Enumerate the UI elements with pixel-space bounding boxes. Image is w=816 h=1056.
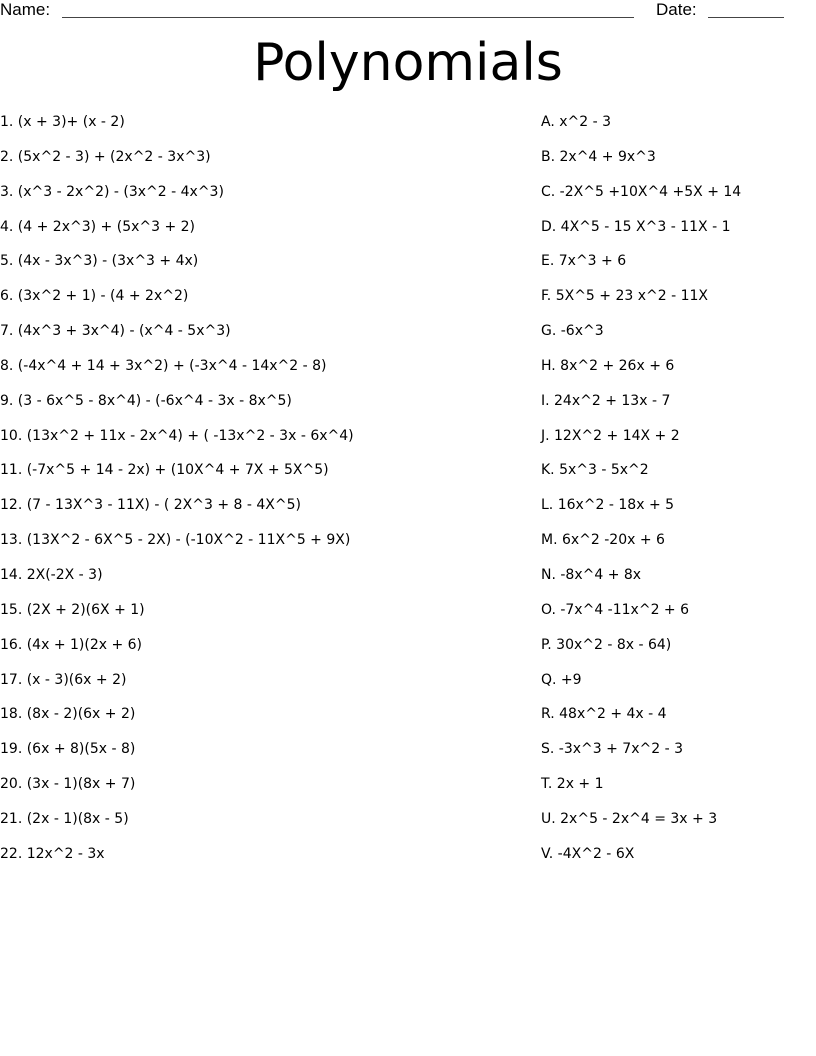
answer-item: F. 5X^5 + 23 x^2 - 11X (541, 288, 709, 305)
problem-item: 5. (4x - 3x^3) - (3x^3 + 4x) (0, 253, 199, 270)
answer-item: S. -3x^3 + 7x^2 - 3 (541, 741, 683, 758)
answer-item: E. 7x^3 + 6 (541, 253, 627, 270)
problem-item: 6. (3x^2 + 1) - (4 + 2x^2) (0, 288, 189, 305)
date-blank-line (708, 17, 784, 18)
answer-item: U. 2x^5 - 2x^4 = 3x + 3 (541, 810, 718, 827)
answer-item: G. -6x^3 (541, 323, 604, 340)
problem-item: 9. (3 - 6x^5 - 8x^4) - (-6x^4 - 3x - 8x^5) (0, 392, 292, 409)
name-blank-line (62, 17, 634, 18)
answer-item: D. 4X^5 - 15 X^3 - 11X - 1 (541, 218, 731, 235)
problem-item: 15. (2X + 2)(6X + 1) (0, 601, 145, 618)
answer-list (541, 110, 811, 877)
page-title: Polynomials (253, 33, 563, 93)
answer-item: V. -4X^2 - 6X (541, 845, 635, 862)
problem-item: 3. (x^3 - 2x^2) - (3x^2 - 4x^3) (0, 183, 224, 200)
problem-item: 16. (4x + 1)(2x + 6) (0, 636, 143, 653)
problem-item: 19. (6x + 8)(5x - 8) (0, 741, 136, 758)
answer-item: B. 2x^4 + 9x^3 (541, 148, 656, 165)
problem-item: 14. 2X(-2X - 3) (0, 566, 103, 583)
problem-item: 13. (13X^2 - 6X^5 - 2X) - (-10X^2 - 11X^5 + 9X) (0, 532, 351, 549)
answer-item: M. 6x^2 -20x + 6 (541, 532, 665, 549)
problem-list (0, 110, 520, 877)
problem-item: 17. (x - 3)(6x + 2) (0, 671, 127, 688)
answer-item: J. 12X^2 + 14X + 2 (541, 427, 680, 444)
answer-item: A. x^2 - 3 (541, 114, 612, 130)
answer-item: T. 2x + 1 (541, 776, 604, 793)
problem-item: 4. (4 + 2x^3) + (5x^3 + 2) (0, 218, 196, 235)
name-label: Name: (0, 0, 51, 19)
problem-item: 12. (7 - 13X^3 - 11X) - ( 2X^3 + 8 - 4X^5) (0, 497, 301, 514)
problem-item: 2. (5x^2 - 3) + (2x^2 - 3x^3) (0, 148, 211, 165)
problem-item: 7. (4x^3 + 3x^4) - (x^4 - 5x^3) (0, 323, 231, 340)
answer-item: P. 30x^2 - 8x - 64) (541, 636, 672, 653)
answer-item: I. 24x^2 + 13x - 7 (541, 392, 671, 409)
problem-item: 22. 12x^2 - 3x (0, 845, 105, 862)
answer-item: R. 48x^2 + 4x - 4 (541, 706, 667, 723)
answer-item: O. -7x^4 -11x^2 + 6 (541, 601, 690, 618)
header-row (0, 0, 816, 24)
problem-item: 18. (8x - 2)(6x + 2) (0, 706, 136, 723)
problem-item: 11. (-7x^5 + 14 - 2x) + (10X^4 + 7X + 5X^5) (0, 462, 329, 479)
answer-item: L. 16x^2 - 18x + 5 (541, 497, 675, 514)
answer-item: C. -2X^5 +10X^4 +5X + 14 (541, 183, 742, 200)
problem-item: 10. (13x^2 + 11x - 2x^4) + ( -13x^2 - 3x - 6x^4) (0, 427, 354, 444)
problem-item: 1. (x + 3)+ (x - 2) (0, 114, 125, 130)
answer-item: Q. +9 (541, 671, 582, 688)
date-label: Date: (656, 0, 697, 19)
answer-item: H. 8x^2 + 26x + 6 (541, 357, 675, 374)
problem-item: 21. (2x - 1)(8x - 5) (0, 810, 129, 827)
answer-item: K. 5x^3 - 5x^2 (541, 462, 649, 479)
answer-item: N. -8x^4 + 8x (541, 566, 642, 583)
problem-item: 8. (-4x^4 + 14 + 3x^2) + (-3x^4 - 14x^2 - 8) (0, 357, 327, 374)
problem-item: 20. (3x - 1)(8x + 7) (0, 776, 136, 793)
